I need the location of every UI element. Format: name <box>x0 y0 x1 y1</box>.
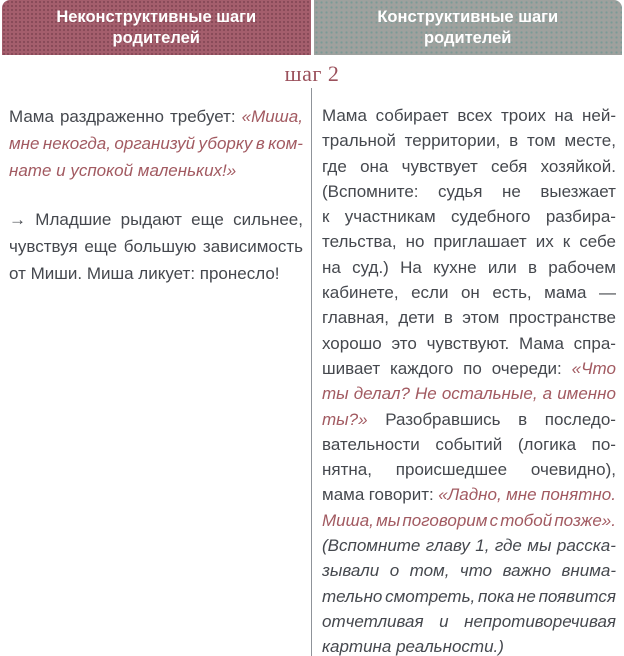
text-word: пока <box>477 586 515 606</box>
text-word: организуй <box>114 134 196 153</box>
text-line <box>322 634 616 656</box>
text-word: непротиворечивая <box>464 611 616 631</box>
text-word: Не <box>415 384 437 404</box>
text-line <box>322 154 616 179</box>
text-word: мне <box>9 134 40 153</box>
text-word: но <box>405 232 425 252</box>
text-word: На <box>400 257 422 277</box>
text-word: именно <box>557 384 616 404</box>
text-word: это <box>391 333 417 353</box>
text-line <box>322 508 616 533</box>
text-line <box>322 432 616 457</box>
text-word: понятно. <box>541 485 616 505</box>
text-word: расска- <box>556 536 616 556</box>
text-word: если <box>411 283 449 303</box>
text-word: дети <box>398 308 435 328</box>
text-word: не <box>517 586 536 606</box>
text-segment: от Миши. Миша ликует: пронесло! <box>9 264 280 283</box>
text-word: внима- <box>561 561 616 581</box>
text-word: судебного <box>451 207 531 227</box>
text-word: 1, <box>475 536 490 556</box>
text-word: на <box>554 106 574 125</box>
text-word: ты?» <box>322 409 368 429</box>
text-word: главная, <box>322 308 390 328</box>
text-word: (Вспомните: <box>322 181 419 201</box>
text-word: уборку <box>198 134 253 153</box>
text-word: выезжает <box>540 181 616 201</box>
text-word: он <box>460 283 480 303</box>
text-word: зависимость <box>202 237 303 256</box>
text-word: «Что <box>571 358 616 378</box>
text-word: раздраженно <box>59 107 164 126</box>
text-word: Миша, <box>322 510 374 530</box>
text-word: позже». <box>554 510 616 530</box>
text-word: смотреть, <box>385 586 476 606</box>
text-line <box>322 204 616 229</box>
text-word: поговорим <box>402 510 488 530</box>
text-word: → <box>9 210 26 229</box>
text-word: Мама <box>518 333 564 353</box>
text-word: участникам <box>344 207 436 227</box>
text-word: к <box>322 207 330 227</box>
text-word: на <box>322 257 341 277</box>
text-word: в <box>509 131 519 151</box>
text-word: очевидно), <box>530 460 616 480</box>
text-line <box>322 280 616 305</box>
header-nonconstructive-steps <box>2 0 311 55</box>
text-word: рыдают <box>120 210 182 229</box>
text-word: — <box>598 283 616 303</box>
text-word: нятна, <box>322 460 372 480</box>
text-word: чувствуя <box>9 237 78 256</box>
text-word: или <box>487 257 517 277</box>
text-word: мы <box>376 510 401 530</box>
text-word: главу <box>425 536 470 556</box>
text-line <box>322 381 616 406</box>
text-word: этом <box>462 308 500 328</box>
header-right-line1: Конструктивные шаги <box>377 7 559 26</box>
text-word: кабинете, <box>322 283 399 303</box>
text-word: по <box>463 358 482 378</box>
text-word: происшедшее <box>395 460 508 480</box>
text-word: спра- <box>573 333 616 353</box>
text-line <box>322 229 616 254</box>
text-word: некогда, <box>42 134 111 153</box>
text-line <box>322 533 616 558</box>
text-word: зывали <box>322 561 380 581</box>
paragraph <box>9 206 303 287</box>
text-line <box>322 255 616 280</box>
text-word: по- <box>591 434 616 454</box>
text-word: мама <box>544 283 587 303</box>
text-word: себя <box>491 156 528 176</box>
text-line <box>322 356 616 381</box>
text-word: тобой <box>500 510 553 530</box>
text-word: о <box>389 561 400 581</box>
column-constructive <box>311 88 624 656</box>
text-word: с <box>489 510 499 530</box>
text-word: собирает <box>375 106 449 125</box>
text-word: Мама <box>9 107 54 126</box>
text-word: всех <box>457 106 493 125</box>
header-left-line2: родителей <box>112 28 200 47</box>
text-word: каждого <box>389 358 454 378</box>
text-word: (Вспомните <box>322 536 421 556</box>
paragraph <box>322 103 616 656</box>
text-word: месте, <box>564 131 616 151</box>
text-word: говорит: <box>368 485 434 505</box>
table-body <box>0 88 624 656</box>
text-word: их <box>535 232 554 252</box>
text-word: вательности <box>322 434 420 454</box>
text-word: тельства, <box>322 232 397 252</box>
text-word: ты <box>322 384 349 404</box>
text-line <box>9 260 303 287</box>
text-word: мы <box>527 536 552 556</box>
text-word: в <box>527 257 538 277</box>
text-word: где <box>494 536 522 556</box>
text-word: в <box>255 134 265 153</box>
text-line <box>322 179 616 204</box>
text-word: «Миша, <box>241 107 303 126</box>
text-word: Разобравшись <box>385 409 501 429</box>
text-word: себе <box>579 232 616 252</box>
text-word: очереди: <box>491 358 562 378</box>
text-word: мама <box>322 485 365 505</box>
text-word: где <box>322 156 347 176</box>
text-word: что <box>459 561 493 581</box>
text-line <box>322 584 616 609</box>
text-line <box>9 206 303 233</box>
header-right-line2: родителей <box>424 28 512 47</box>
text-word: Младшие <box>35 210 112 229</box>
header-constructive-steps <box>314 0 623 55</box>
paragraph <box>9 103 303 184</box>
text-word: мне <box>506 485 537 505</box>
text-line <box>322 407 616 432</box>
text-word: кухне <box>433 257 477 277</box>
text-word: последо- <box>544 409 616 429</box>
text-word: важно <box>502 561 552 581</box>
text-word: ней- <box>581 106 616 125</box>
text-word: хорошо <box>322 333 382 353</box>
text-word: отчетливая <box>322 611 424 631</box>
text-word: том <box>526 131 556 151</box>
text-word: территории, <box>404 131 501 151</box>
step-label: шаг 2 <box>284 61 340 86</box>
text-word: судья <box>438 181 483 201</box>
text-word: в <box>518 409 528 429</box>
text-line <box>322 558 616 583</box>
text-word: троих <box>501 106 546 125</box>
text-word: делал? <box>353 384 410 404</box>
text-word: хозяйкой. <box>540 156 616 176</box>
text-word: она <box>360 156 389 176</box>
text-word: шивает <box>322 358 381 378</box>
text-line <box>322 609 616 634</box>
text-word: еще <box>191 210 224 229</box>
text-word: тральной <box>322 131 396 151</box>
text-word: «Ладно, <box>438 485 502 505</box>
text-segment: картина реальности.) <box>322 637 504 656</box>
text-word: Мама <box>322 106 367 125</box>
text-word: остальные, <box>441 384 538 404</box>
text-word: сильнее, <box>233 210 303 229</box>
table-header <box>0 0 624 55</box>
text-word: пространстве <box>508 308 616 328</box>
text-line <box>322 128 616 153</box>
text-word: требует: <box>170 107 236 126</box>
text-line <box>9 157 303 184</box>
text-line <box>9 103 303 130</box>
text-word: есть, <box>492 283 532 303</box>
header-left-line1: Неконструктивные шаги <box>56 7 257 26</box>
text-word: чувствует <box>401 156 478 176</box>
text-word: не <box>501 181 521 201</box>
text-line <box>322 482 616 507</box>
text-word: к <box>562 232 571 252</box>
text-word: рабочем <box>548 257 616 277</box>
text-word: разбира- <box>545 207 616 227</box>
text-word: тельно <box>322 586 383 606</box>
text-line <box>322 305 616 330</box>
text-word: суд.) <box>352 257 389 277</box>
text-word: и <box>439 611 449 631</box>
text-word: (логика <box>517 434 577 454</box>
text-word: приглашает <box>433 232 527 252</box>
text-line <box>9 130 303 157</box>
text-line <box>322 331 616 356</box>
text-word: а <box>542 384 553 404</box>
text-word: событий <box>435 434 503 454</box>
text-line <box>322 457 616 482</box>
text-word: в <box>443 308 453 328</box>
column-nonconstructive <box>0 88 311 656</box>
text-word: ком- <box>268 134 303 153</box>
text-word: появится <box>538 586 616 606</box>
text-word: большую <box>123 237 197 256</box>
text-segment: нате и успокой маленьких!» <box>9 161 237 180</box>
text-word: еще <box>84 237 118 256</box>
text-line <box>9 233 303 260</box>
text-word: том, <box>409 561 450 581</box>
text-word: чувствуют. <box>426 333 510 353</box>
text-line <box>322 103 616 128</box>
